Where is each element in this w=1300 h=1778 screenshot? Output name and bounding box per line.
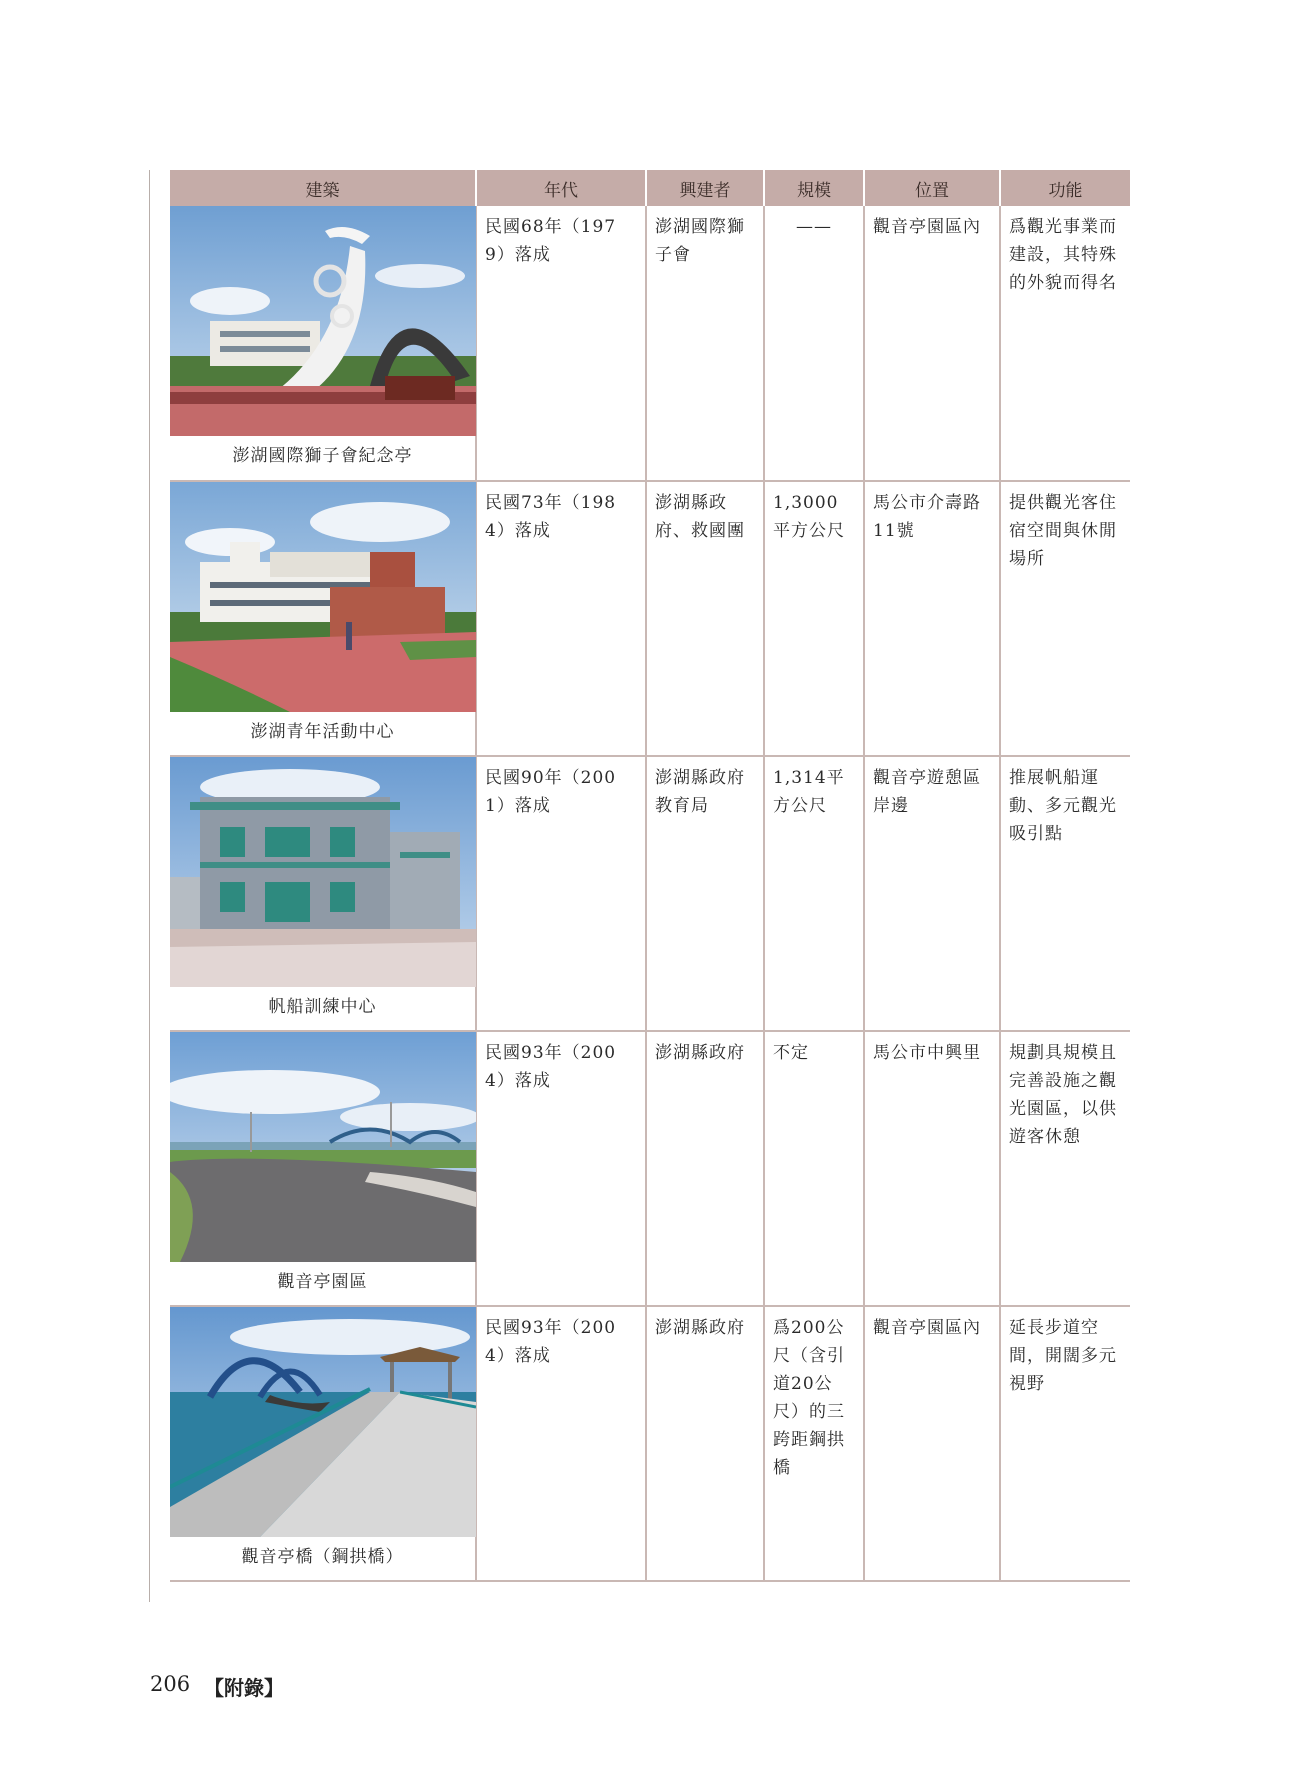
function-cell: 延長步道空間，開闊多元視野 bbox=[1000, 1306, 1130, 1581]
guanyin-park-photo bbox=[170, 1032, 476, 1262]
location-cell: 觀音亭遊憩區岸邊 bbox=[864, 756, 1000, 1031]
left-margin-rule bbox=[149, 170, 150, 1602]
function-cell: 爲觀光事業而建設，其特殊的外貌而得名 bbox=[1000, 206, 1130, 481]
era-cell: 民國73年（1984）落成 bbox=[476, 481, 646, 756]
building-cell bbox=[170, 1031, 476, 1306]
location-cell: 馬公市中興里 bbox=[864, 1031, 1000, 1306]
era-cell: 民國90年（2001）落成 bbox=[476, 756, 646, 1031]
header-era: 年代 bbox=[476, 170, 646, 206]
table-row bbox=[170, 481, 1130, 756]
function-cell: 推展帆船運動、多元觀光吸引點 bbox=[1000, 756, 1130, 1031]
building-cell bbox=[170, 206, 476, 481]
era-cell: 民國68年（1979）落成 bbox=[476, 206, 646, 481]
function-cell: 規劃具規模且完善設施之觀光園區，以供遊客休憩 bbox=[1000, 1031, 1130, 1306]
location-cell: 觀音亭園區內 bbox=[864, 206, 1000, 481]
steel-arch-bridge-photo bbox=[170, 1307, 476, 1537]
location-cell: 觀音亭園區內 bbox=[864, 1306, 1000, 1581]
scale-cell: 1,314平方公尺 bbox=[764, 756, 864, 1031]
location-cell: 馬公市介壽路11號 bbox=[864, 481, 1000, 756]
page-number: 206 bbox=[150, 1672, 191, 1696]
appendix-table bbox=[170, 170, 1130, 1582]
builder-cell: 澎湖縣政府 bbox=[646, 1031, 764, 1306]
era-cell: 民國93年（2004）落成 bbox=[476, 1306, 646, 1581]
header-building: 建築 bbox=[170, 170, 476, 206]
building-cell bbox=[170, 1306, 476, 1581]
scale-cell: 爲200公尺（含引道20公尺）的三跨距鋼拱橋 bbox=[764, 1306, 864, 1581]
scale-cell: 不定 bbox=[764, 1031, 864, 1306]
header-function: 功能 bbox=[1000, 170, 1130, 206]
builder-cell: 澎湖國際獅子會 bbox=[646, 206, 764, 481]
builder-cell: 澎湖縣政府教育局 bbox=[646, 756, 764, 1031]
building-cell bbox=[170, 756, 476, 1031]
table-row bbox=[170, 1031, 1130, 1306]
era-cell: 民國93年（2004）落成 bbox=[476, 1031, 646, 1306]
memorial-pavilion-photo bbox=[170, 206, 476, 436]
table-row bbox=[170, 756, 1130, 1031]
builder-cell: 澎湖縣政府 bbox=[646, 1306, 764, 1581]
photo-caption: 帆船訓練中心 bbox=[268, 997, 377, 1017]
scale-cell: —— bbox=[764, 206, 864, 481]
builder-cell: 澎湖縣政府、救國團 bbox=[646, 481, 764, 756]
table-header-row bbox=[170, 170, 1130, 206]
function-cell: 提供觀光客住宿空間與休閒場所 bbox=[1000, 481, 1130, 756]
header-scale: 規模 bbox=[764, 170, 864, 206]
youth-center-photo bbox=[170, 482, 476, 712]
photo-caption: 觀音亭橋（鋼拱橋） bbox=[241, 1547, 404, 1567]
scale-cell: 1,3000平方公尺 bbox=[764, 481, 864, 756]
building-cell bbox=[170, 481, 476, 756]
photo-caption: 澎湖青年活動中心 bbox=[250, 722, 395, 742]
sailing-center-photo bbox=[170, 757, 476, 987]
section-label: 【附錄】 bbox=[204, 1676, 284, 1700]
table-row bbox=[170, 1306, 1130, 1581]
header-location: 位置 bbox=[864, 170, 1000, 206]
header-builder: 興建者 bbox=[646, 170, 764, 206]
photo-caption: 澎湖國際獅子會紀念亭 bbox=[232, 446, 413, 466]
table-row bbox=[170, 206, 1130, 481]
photo-caption: 觀音亭園區 bbox=[277, 1272, 368, 1292]
